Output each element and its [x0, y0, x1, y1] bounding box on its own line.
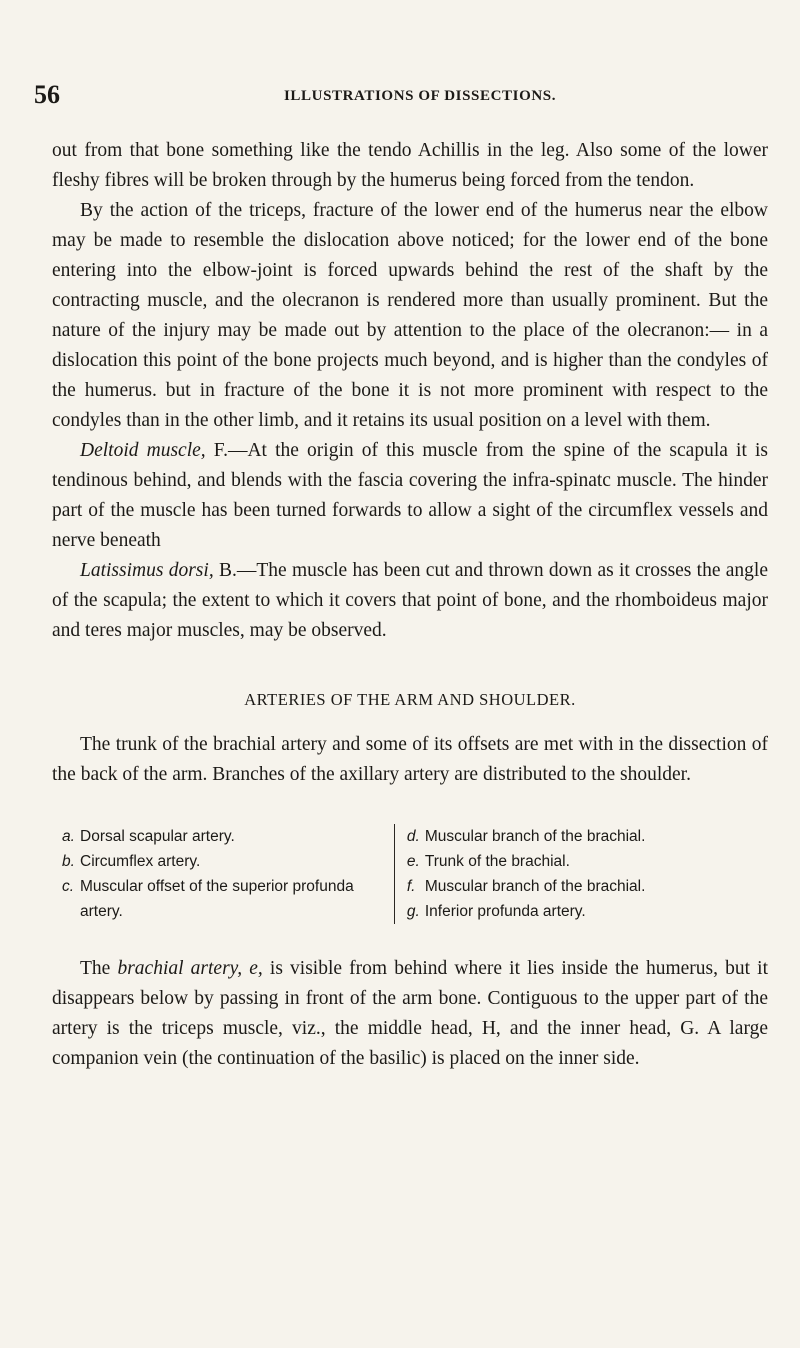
brachial-lead: The: [80, 958, 118, 979]
term-deltoid: Deltoid muscle,: [80, 440, 206, 461]
page-header: [34, 80, 740, 110]
legend-letter: g.: [406, 903, 420, 920]
legend-text: Inferior profunda artery.: [424, 903, 586, 920]
paragraph-2: By the action of the triceps, fracture of the lower end of the humerus near the elbow may be made to resemble the dislocation above noticed; for the lower end of the bone entering into the elbow-joint is forced upwards behind the rest of the shaft by the contracting muscle, and the olecranon is rendered more than usually prominent. But the nature of the injury may be made out by attention to the place of the olecranon:— in a dislocation this point of the bone projects much beyond, and is higher than the condyles of the humerus. but in fracture of the bone it is not more prominent with respect to the condyles than in the other limb, and it retains its usual position on a level with them.: [52, 200, 768, 431]
legend-letter: e.: [406, 853, 420, 870]
term-latissimus: Latissimus dorsi,: [80, 560, 214, 581]
section-intro: The trunk of the brachial artery and some of its offsets are met with in the dissection of the back of the arm. Branches of the axillary artery are distributed to the shoulder.: [52, 734, 768, 785]
running-head: ILLUSTRATIONS OF DISSECTIONS.: [284, 88, 557, 104]
paragraph-brachial: [52, 954, 768, 1074]
legend-letter: a.: [62, 828, 75, 845]
legend-item: [407, 824, 758, 849]
legend-letter: b.: [62, 853, 75, 870]
page-body: [52, 136, 768, 1074]
paragraph-latissimus: [52, 556, 768, 646]
legend-item: [62, 874, 384, 924]
legend-item: [62, 824, 384, 849]
legend-text: Circumflex artery.: [80, 853, 201, 870]
deltoid-text: F.—At the origin of this muscle from the spine of the scapula it is tendinous behind, and blends with the fascia covering the infra-spinatc muscle. The hinder part of the muscle has been turned forwards to allow a sight of the circumflex vessels and nerve beneath: [52, 440, 769, 551]
legend-item: [407, 874, 758, 899]
brachial-text: is visible from behind where it lies inside the humerus, but it disappears below by passing in front of the arm bone. Contiguous to the upper part of the artery is the triceps muscle, viz., the middle head, H, and the inner head, G. A large companion vein (the continuation of the basilic) is placed on the inner side.: [52, 958, 768, 1069]
legend-text: Dorsal scapular artery.: [80, 828, 235, 845]
legend-text: Muscular branch of the brachial.: [424, 878, 646, 895]
legend-letter: f.: [406, 878, 416, 895]
legend-letter: c.: [62, 878, 75, 895]
legend-text: Trunk of the brachial.: [424, 853, 570, 870]
legend-text: Muscular offset of the superior profunda artery.: [80, 878, 354, 920]
figure-legend: [62, 824, 768, 924]
latissimus-text: B.—The muscle has been cut and thrown down as it crosses the angle of the scapula; the extent to which it covers that point of bone, and the rhomboideus major and teres major muscles, may be observed.: [52, 560, 768, 641]
legend-text: Muscular branch of the brachial.: [424, 828, 646, 845]
paragraph-deltoid: [52, 436, 768, 556]
legend-item: [407, 849, 758, 874]
page-number: 56: [34, 80, 60, 109]
term-brachial: brachial artery, e,: [117, 958, 263, 979]
legend-letter: d.: [406, 828, 420, 845]
legend-right-column: [394, 824, 768, 924]
legend-left-column: [62, 824, 394, 924]
section-title: ARTERIES OF THE ARM AND SHOULDER.: [244, 690, 576, 709]
legend-item: [62, 849, 384, 874]
legend-item: [407, 899, 758, 924]
paragraph-1: out from that bone something like the tendo Achillis in the leg. Also some of the lower fleshy fibres will be broken through by the humerus being forced from the tendon.: [52, 140, 768, 191]
